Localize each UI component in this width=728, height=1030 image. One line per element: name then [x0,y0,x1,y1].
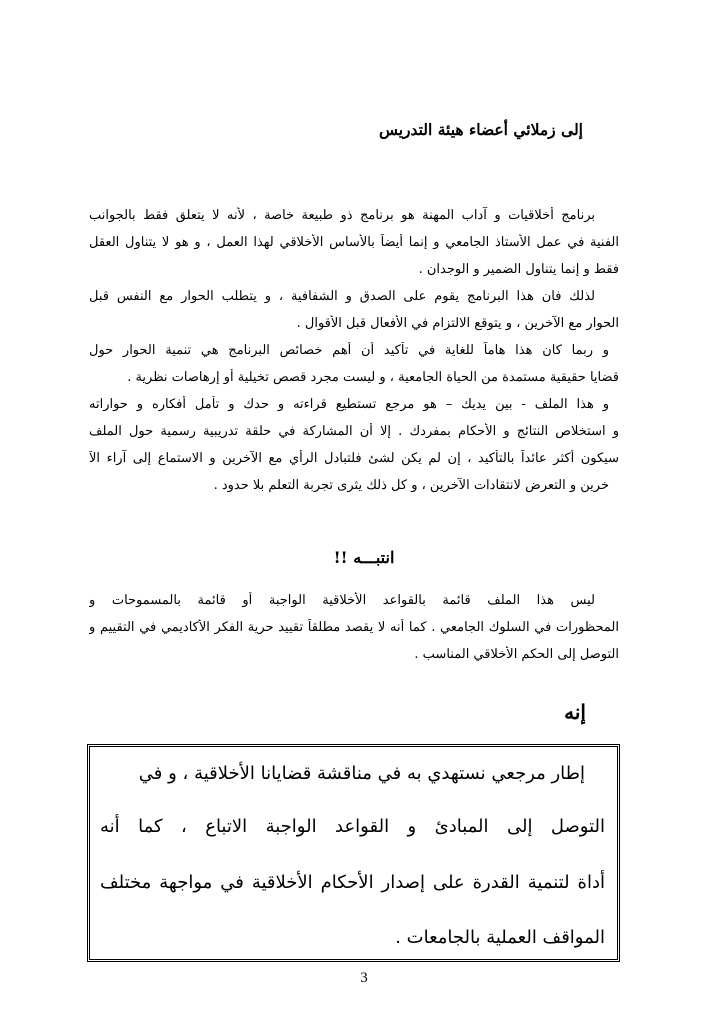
paragraph-line: قضايا حقيقية مستمدة من الحياة الجامعية ، و ليست مجرد قصص تخيلية أو إرهاصات نظرية . [127,370,619,385]
definition-box [87,744,620,962]
paragraph-line: و هذا الملف - بين يديك – هو مرجع تستطيع قراءته و حدك و تأمل أفكاره و حواراته [89,397,609,412]
notice-line: التوصل إلى الحكم الأخلاقي المناسب . [414,647,619,662]
paragraph-line: و استخلاص النتائج و الأحكام بمفردك . إلا أن المشاركة في حلقة تدريبية رسمية حول الملف [89,424,619,439]
box-line: المواقف العملية بالجامعات . [395,927,605,948]
paragraph-line: برنامج أخلاقيات و آداب المهنة هو برنامج ذو طبيعة خاصة ، لأنه لا يتعلق فقط بالجوانب [89,208,595,223]
page-number: 3 [360,970,368,986]
paragraph-line: و ربما كان هذا هاماً للغاية في تأكيد أن أهم خصائص البرنامج هي تنمية الحوار حول [89,343,609,358]
paragraph-line: خرين و التعرض لانتقادات الآخرين ، و كل ذلك يثرى تجربة التعلم بلا حدود . [213,478,609,493]
notice-line: المحظورات في السلوك الجامعي . كما أنه لا يقصد مطلقاً تقييد حرية الفكر الأكاديمي في التقييم و [89,620,619,635]
notice-line: ليس هذا الملف قائمة بالقواعد الأخلاقية الواجبة أو قائمة بالمسموحات و [89,593,595,608]
notice-title: انتبـــه !! [333,548,395,567]
paragraph-line: لذلك فان هذا البرنامج يقوم على الصدق و الشفافية ، و يتطلب الحوار مع النفس قبل [89,289,595,304]
paragraph-line: الحوار مع الآخرين ، و يتوقع الالتزام في الأفعال قبل الأقوال . [296,316,619,331]
box-line: التوصل إلى المبادئ و القواعد الواجبة الاتباع ، كما أنه [100,816,605,837]
paragraph-line: سيكون أكثر عائداً بالتأكيد ، إن لم يكن لشئ فلتبادل الرأي مع الآخرين و الاستماع إلى آراء الآ [89,451,619,466]
box-line: أداة لتنمية القدرة على إصدار الأحكام الأخلاقية في مواجهة مختلف [100,872,605,893]
box-line: إطار مرجعي نستهدي به في مناقشة قضايانا الأخلاقية ، و في [138,763,585,784]
page-heading: إلى زملائي أعضاء هيئة التدريس [378,120,583,139]
paragraph-line: الفنية في عمل الأستاذ الجامعي و إنما أيضاً بالأساس الأخلاقي لهذا العمل ، و هو لا يتناول العقل [89,235,619,250]
paragraph-line: فقط و إنما يتناول الضمير و الوجدان . [418,262,619,277]
inna-label: إنه [564,700,586,724]
